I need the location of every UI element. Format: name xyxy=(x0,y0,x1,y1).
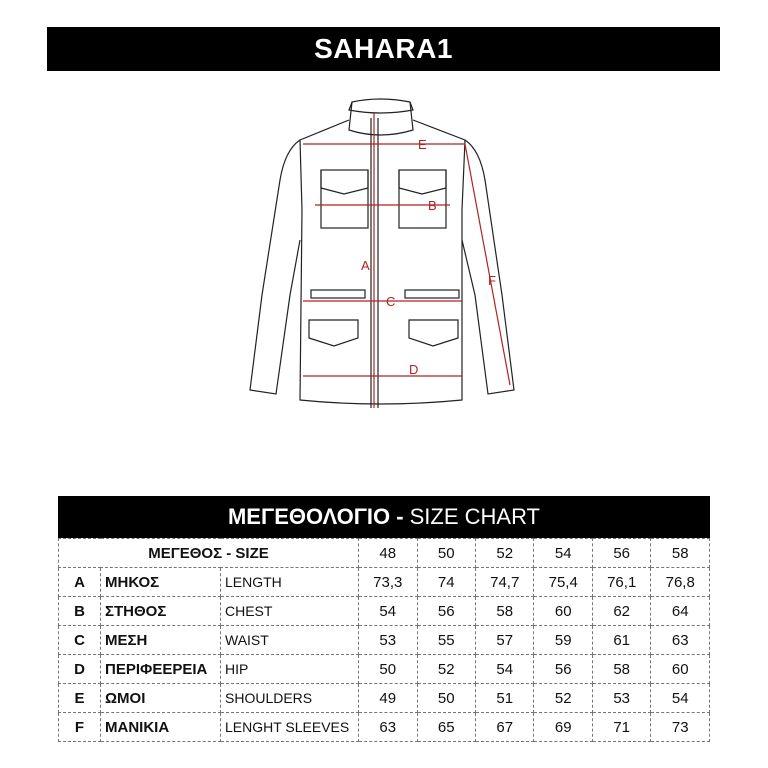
size-chart-title-english: SIZE CHART xyxy=(409,504,540,529)
measurement-value: 64 xyxy=(651,597,710,626)
measurement-value: 56 xyxy=(417,597,475,626)
size-label: ΜΕΓΕΘΟΣ - SIZE xyxy=(59,539,359,568)
row-greek-label: ΜΑΝΙΚΙΑ xyxy=(101,713,221,742)
measurement-value: 73,3 xyxy=(359,568,417,597)
label-a: A xyxy=(361,258,370,273)
size-chart-title xyxy=(58,496,710,538)
jacket-body xyxy=(300,120,465,404)
row-greek-label: ΠΕΡΙΦΕΕΡΕΙΑ xyxy=(101,655,221,684)
row-letter: D xyxy=(59,655,101,684)
label-f: F xyxy=(488,273,496,288)
measurement-value: 51 xyxy=(475,684,533,713)
row-letter: B xyxy=(59,597,101,626)
size-col: 56 xyxy=(592,539,650,568)
size-col: 52 xyxy=(475,539,533,568)
size-col: 50 xyxy=(417,539,475,568)
label-b: B xyxy=(428,198,437,213)
measurement-value: 57 xyxy=(475,626,533,655)
row-letter: C xyxy=(59,626,101,655)
measurement-value: 74,7 xyxy=(475,568,533,597)
measurement-value: 61 xyxy=(592,626,650,655)
row-english-label: CHEST xyxy=(221,597,359,626)
measurement-value: 53 xyxy=(359,626,417,655)
collar-stand xyxy=(349,102,413,135)
row-english-label: HIP xyxy=(221,655,359,684)
measurement-value: 65 xyxy=(417,713,475,742)
measurement-value: 55 xyxy=(417,626,475,655)
measurement-value: 58 xyxy=(592,655,650,684)
jacket-outline xyxy=(250,99,514,408)
jacket-diagram xyxy=(0,80,768,420)
measurement-value: 63 xyxy=(359,713,417,742)
row-letter: E xyxy=(59,684,101,713)
row-english-label: WAIST xyxy=(221,626,359,655)
measurement-row xyxy=(59,597,710,626)
row-letter: A xyxy=(59,568,101,597)
measurement-value: 75,4 xyxy=(534,568,592,597)
row-greek-label: ΩΜΟΙ xyxy=(101,684,221,713)
measurement-value: 49 xyxy=(359,684,417,713)
row-english-label: SHOULDERS xyxy=(221,684,359,713)
measurement-lines xyxy=(303,112,510,408)
measurement-value: 60 xyxy=(651,655,710,684)
measurement-value: 52 xyxy=(417,655,475,684)
measurement-value: 73 xyxy=(651,713,710,742)
size-col: 58 xyxy=(651,539,710,568)
measurement-value: 50 xyxy=(359,655,417,684)
measurement-value: 59 xyxy=(534,626,592,655)
right-chest-pocket xyxy=(399,170,446,228)
measurement-value: 67 xyxy=(475,713,533,742)
size-col: 48 xyxy=(359,539,417,568)
measurement-row xyxy=(59,568,710,597)
measurement-value: 76,1 xyxy=(592,568,650,597)
measurement-value: 53 xyxy=(592,684,650,713)
left-sleeve xyxy=(250,140,300,394)
measurement-value: 71 xyxy=(592,713,650,742)
measurement-value: 62 xyxy=(592,597,650,626)
measurement-value: 63 xyxy=(651,626,710,655)
right-hip-pocket xyxy=(409,320,458,346)
measurement-value: 76,8 xyxy=(651,568,710,597)
row-greek-label: ΜΕΣΗ xyxy=(101,626,221,655)
measurement-value: 52 xyxy=(534,684,592,713)
size-col: 54 xyxy=(534,539,592,568)
left-chest-pocket xyxy=(321,170,368,228)
row-letter: F xyxy=(59,713,101,742)
row-greek-label: ΣΤΗΘΟΣ xyxy=(101,597,221,626)
size-table xyxy=(58,538,710,742)
collar-shape xyxy=(349,99,413,113)
measurement-value: 54 xyxy=(651,684,710,713)
measurement-row xyxy=(59,684,710,713)
row-greek-label: ΜΗΚΟΣ xyxy=(101,568,221,597)
size-header-row xyxy=(59,539,710,568)
left-hip-pocket xyxy=(309,320,358,346)
label-c: C xyxy=(386,294,396,309)
measurement-row xyxy=(59,713,710,742)
label-e: E xyxy=(418,137,427,152)
size-chart-title-greek: ΜΕΓΕΘΟΛΟΓΙΟ - xyxy=(227,504,404,529)
measurement-row xyxy=(59,655,710,684)
row-english-label: LENGHT SLEEVES xyxy=(221,713,359,742)
row-english-label: LENGTH xyxy=(221,568,359,597)
measurement-value: 60 xyxy=(534,597,592,626)
product-title: SAHARA1 xyxy=(47,27,720,71)
measurement-row xyxy=(59,626,710,655)
measurement-value: 54 xyxy=(475,655,533,684)
measurement-value: 56 xyxy=(534,655,592,684)
measurement-value: 58 xyxy=(475,597,533,626)
measurement-value: 50 xyxy=(417,684,475,713)
size-chart xyxy=(58,496,710,743)
label-d: D xyxy=(409,362,419,377)
measurement-value: 54 xyxy=(359,597,417,626)
measurement-value: 74 xyxy=(417,568,475,597)
line-f xyxy=(465,144,510,385)
measurement-value: 69 xyxy=(534,713,592,742)
